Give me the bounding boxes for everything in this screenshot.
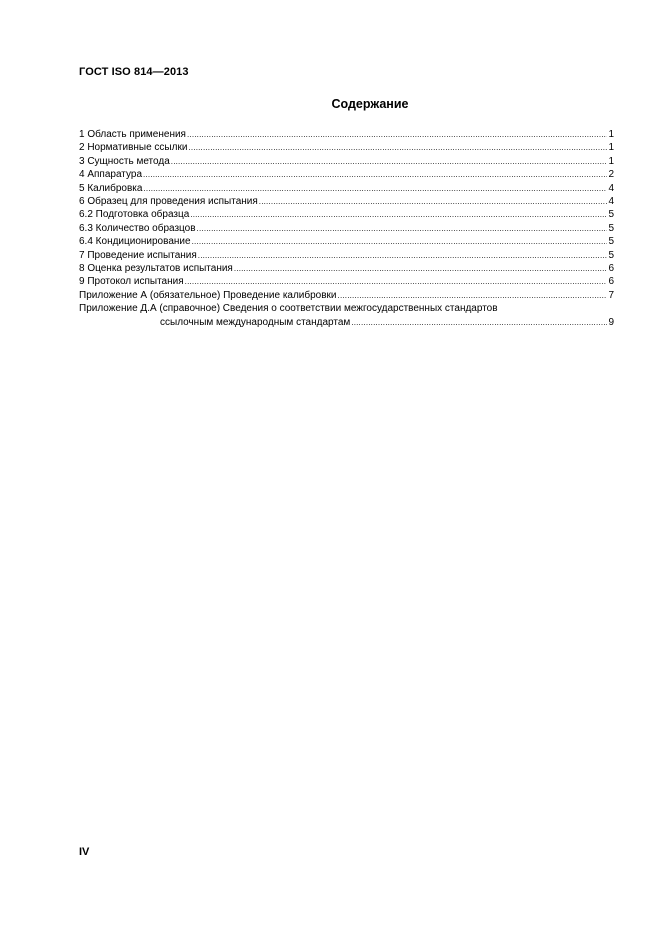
toc-entry-annex-da-first-line[interactable]: Приложение Д.А (справочное) Сведения о соответствии межгосударственных стандартов	[79, 303, 498, 315]
toc-entry[interactable]	[79, 168, 614, 181]
toc-entry[interactable]	[79, 195, 614, 208]
toc-entry[interactable]	[79, 275, 614, 288]
toc-entry-page: 1	[608, 142, 614, 154]
toc-leader-dots	[197, 222, 607, 235]
toc-entry-label: 3 Сущность метода	[79, 155, 170, 167]
toc-entry-label: 6.3 Количество образцов	[79, 222, 196, 234]
toc-leader-dots	[185, 275, 607, 288]
toc-entry-page: 6	[608, 263, 614, 275]
toc-entry-label: Приложение А (обязательное) Проведение калибровки	[79, 289, 337, 301]
toc-entry-page: 4	[608, 196, 614, 208]
toc-entry-label: 6 Образец для проведения испытания	[79, 196, 258, 208]
toc-entry-page: 1	[608, 129, 614, 140]
toc-leader-dots	[171, 155, 607, 168]
toc-entry-label: 7 Проведение испытания	[79, 249, 197, 261]
toc-leader-dots	[351, 316, 607, 329]
toc-entry-page: 5	[608, 209, 614, 221]
toc-leader-dots	[192, 235, 607, 248]
toc-leader-dots	[190, 208, 607, 221]
toc-leader-dots	[198, 249, 607, 262]
toc-leader-dots	[143, 168, 607, 181]
toc-entry[interactable]	[79, 155, 614, 168]
toc-entry-page: 7	[608, 289, 614, 301]
toc-leader-dots	[187, 128, 607, 141]
toc-entry-page: 2	[608, 169, 614, 181]
toc-entry-label: ссылочным международным стандартам	[160, 316, 351, 328]
page-number: IV	[79, 846, 90, 858]
toc-entry-page: 5	[608, 249, 614, 261]
toc-title: Содержание	[331, 97, 409, 111]
toc-entry[interactable]	[79, 235, 614, 248]
toc-entry[interactable]	[79, 128, 614, 141]
toc-leader-dots	[143, 182, 607, 195]
toc-entry-annex-da[interactable]	[79, 316, 614, 329]
toc-entry[interactable]	[79, 262, 614, 275]
toc-leader-dots	[259, 195, 607, 208]
toc-entry-label: 5 Калибровка	[79, 182, 143, 194]
toc-entry-page: 6	[608, 276, 614, 288]
toc-entry[interactable]	[79, 249, 614, 262]
toc-leader-dots	[188, 141, 607, 154]
toc-entry[interactable]	[79, 208, 614, 221]
toc-entry-label: 1 Область применения	[79, 129, 186, 140]
toc-entry-label: 9 Протокол испытания	[79, 276, 184, 288]
toc-entry-label: 6.4 Кондиционирование	[79, 236, 191, 248]
toc-entry[interactable]	[79, 141, 614, 154]
toc-entry-page: 9	[608, 316, 614, 328]
toc-entry-label: 2 Нормативные ссылки	[79, 142, 188, 154]
toc-entry-page: 5	[608, 222, 614, 234]
toc-entry[interactable]	[79, 289, 614, 302]
table-of-contents	[79, 128, 614, 329]
toc-leader-dots	[338, 289, 607, 302]
toc-leader-dots	[234, 262, 607, 275]
toc-entry-page: 5	[608, 236, 614, 248]
toc-entry[interactable]	[79, 182, 614, 195]
toc-entry-page: 1	[608, 155, 614, 167]
toc-entry-label: 4 Аппаратура	[79, 169, 143, 181]
toc-entry[interactable]	[79, 222, 614, 235]
toc-entry-page: 4	[608, 182, 614, 194]
toc-entry-label: 8 Оценка результатов испытания	[79, 263, 233, 275]
toc-entry-label: 6.2 Подготовка образца	[79, 209, 190, 221]
document-header: ГОСТ ISO 814—2013	[79, 66, 189, 78]
